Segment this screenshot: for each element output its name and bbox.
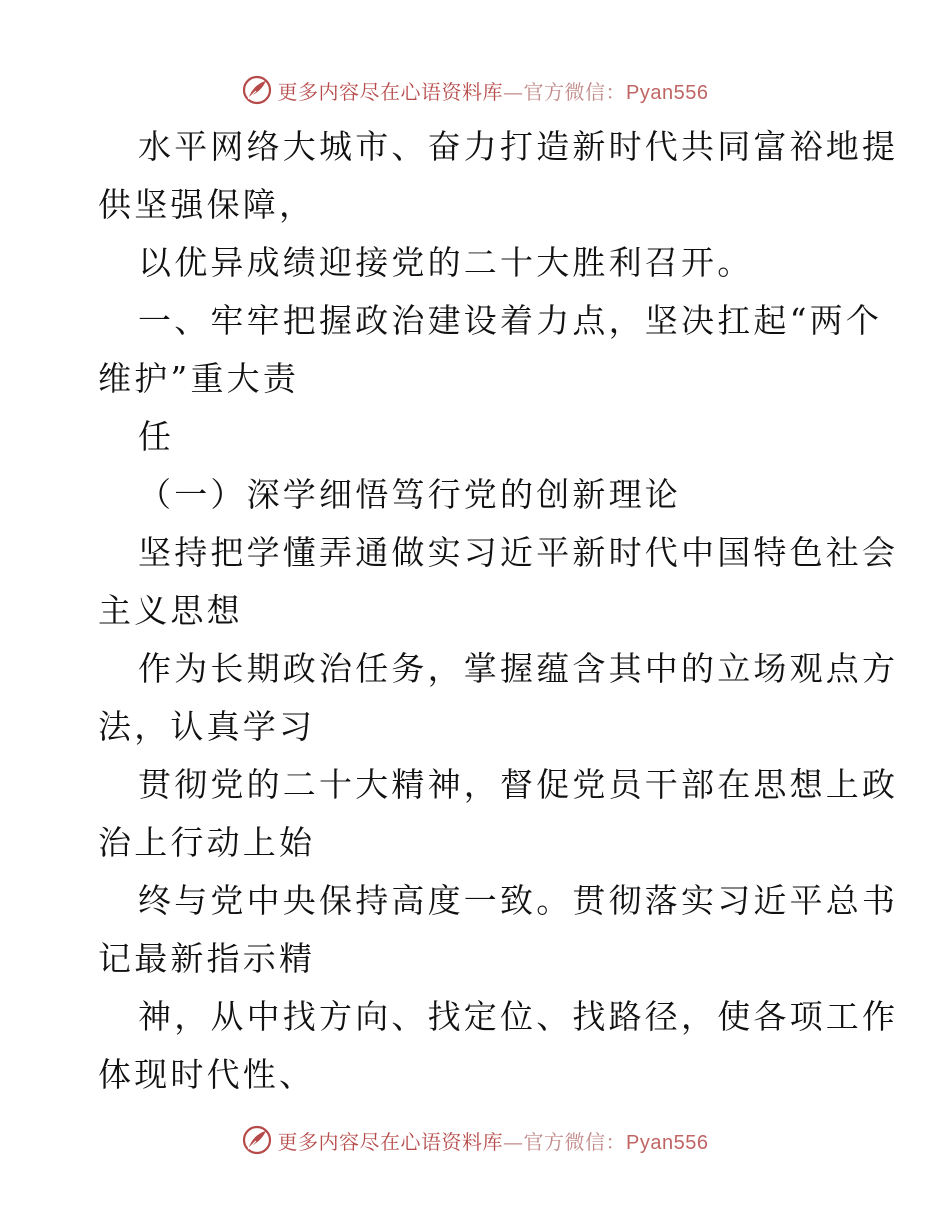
text-line-17: 体现时代性、 bbox=[98, 1055, 316, 1094]
text-line-2: 供坚强保障， bbox=[98, 185, 316, 224]
footer-watermark bbox=[0, 1122, 950, 1158]
watermark-title: 更多内容尽在心语资料库 bbox=[277, 1129, 504, 1154]
feather-logo-icon bbox=[242, 75, 272, 105]
text-line-3: 以优异成绩迎接党的二十大胜利召开。 bbox=[138, 243, 754, 282]
text-line-1: 水平网络大城市、奋力打造新时代共同富裕地提 bbox=[138, 127, 899, 166]
watermark-wechat-id: Pyan556 bbox=[626, 1131, 709, 1154]
subsection-heading-1: （一）深学细悟笃行党的创新理论 bbox=[138, 475, 681, 514]
watermark-title: 更多内容尽在心语资料库 bbox=[277, 79, 504, 104]
watermark-wechat-label: 官方微信： bbox=[523, 1129, 627, 1154]
watermark-separator: — bbox=[503, 79, 524, 104]
text-line-12: 贯彻党的二十大精神，督促党员干部在思想上政 bbox=[138, 765, 899, 804]
text-line-9: 主义思想 bbox=[98, 591, 243, 630]
text-line-8: 坚持把学懂弄通做实习近平新时代中国特色社会 bbox=[138, 533, 899, 572]
watermark-wechat-label: 官方微信： bbox=[523, 79, 627, 104]
document-body bbox=[98, 118, 899, 1104]
text-line-13: 治上行动上始 bbox=[98, 823, 316, 862]
text-line-14: 终与党中央保持高度一致。贯彻落实习近平总书 bbox=[138, 881, 899, 920]
text-line-11: 法，认真学习 bbox=[98, 707, 316, 746]
watermark-separator: — bbox=[503, 1129, 524, 1154]
watermark-text bbox=[278, 76, 709, 105]
feather-logo-icon bbox=[242, 1125, 272, 1155]
section-heading-1-end: 任 bbox=[138, 417, 175, 456]
text-line-15: 记最新指示精 bbox=[98, 939, 316, 978]
watermark-text bbox=[278, 1126, 709, 1155]
watermark-wechat-id: Pyan556 bbox=[626, 81, 709, 104]
header-watermark bbox=[0, 72, 950, 108]
section-heading-1-cont: 维护”重大责 bbox=[98, 359, 300, 398]
section-heading-1: 一、牢牢把握政治建设着力点，坚决扛起“两个 bbox=[138, 301, 883, 340]
text-line-10: 作为长期政治任务，掌握蕴含其中的立场观点方 bbox=[138, 649, 899, 688]
text-line-16: 神，从中找方向、找定位、找路径，使各项工作 bbox=[138, 997, 899, 1036]
